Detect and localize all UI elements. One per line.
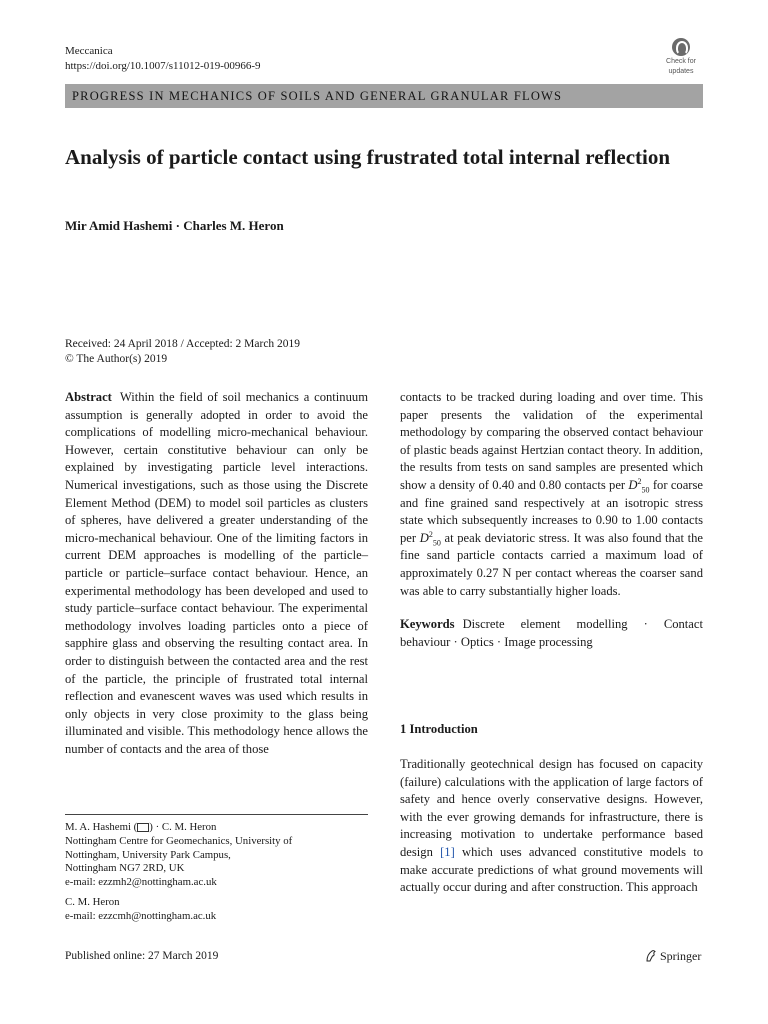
- affiliation-block: [65, 821, 368, 924]
- affiliation-line-2: Nottingham, University Park Campus,: [65, 848, 231, 861]
- d50-symbol: D: [628, 477, 638, 492]
- section-banner: PROGRESS IN MECHANICS OF SOILS AND GENERAL GRANULAR FLOWS: [65, 84, 703, 108]
- introduction-text-1: Traditionally geotechnical design has focused on capacity (failure) calculations with the application of large factors of safety and hence overly conservative designs. However, with the ever growing demands for infrastructure, there is increasing motivation to undertake performance based design: [400, 757, 703, 859]
- abstract-right-column: [400, 389, 703, 651]
- keywords-text: Discrete element modelling · Contact behaviour · Optics · Image processing: [400, 617, 703, 649]
- author-list: Mir Amid Hashemi · Charles M. Heron: [65, 218, 284, 233]
- check-for-updates-badge[interactable]: [660, 38, 702, 78]
- d50-subscript: 50: [641, 485, 650, 495]
- received-accepted-dates: Received: 24 April 2018 / Accepted: 2 March 2019: [65, 338, 301, 350]
- affiliation-authors: M. A. Hashemi ( ) · C. M. Heron: [65, 821, 217, 833]
- abstract-left-column: [65, 389, 368, 758]
- footnote-divider: [65, 814, 368, 815]
- keywords-paragraph: [400, 616, 703, 651]
- abstract-text-right-1: contacts to be tracked during loading and over time. This paper presents the validation of the experimental methodology by comparing the observed contact behaviour of plastic beads against Hertzian contact theory. In addition, the results from tests on sand samples are presented which show a density of 0.40 and 0.80 contacts per: [400, 390, 703, 492]
- corresponding-author-name: M. A. Hashemi: [65, 821, 131, 833]
- publisher-name: Springer: [660, 949, 702, 963]
- copyright-line: © The Author(s) 2019: [65, 353, 168, 365]
- check-updates-label-2: updates: [668, 68, 694, 75]
- coauthor-name: · C. M. Heron: [155, 821, 217, 833]
- published-date: Published online: 27 March 2019: [65, 950, 219, 962]
- journal-name: Meccanica: [65, 45, 113, 57]
- check-updates-label-1: Check for: [666, 58, 696, 65]
- d50-symbol-2: D: [419, 530, 429, 545]
- abstract-text-left: Within the field of soil mechanics a continuum assumption is generally adopted in order to avoid the complications of modelling micro-mechanical behaviour. However, certain constitutive behaviour can only be explained by investigating particle level interactions. Numerical investigations, such as those using the Discrete Element Method (DEM) to model soil particles as clusters of spheres, have delivered a greater understanding of the micro-mechanical behaviour. One of the limiting factors in current DEM approaches is modelling of the particle–particle or particle–surface contact behaviour. Hence, an experimental methodology has been developed and used to study particle–surface contact behaviour. The experimental methodology involves loading particles onto a piece of sapphire glass and observing the resulting contact area. In order to distinguish between the contacted area and the rest of the particle, the principle of frustrated total internal reflection and evanescent waves was used which results in only objects in very close proximity to the glass being illuminated and visible. This methodology hence allows the number of contacts and the area of those: [65, 390, 368, 756]
- affiliation-line-1: Nottingham Centre for Geomechanics, University of: [65, 834, 293, 847]
- d50-superscript: 2: [637, 476, 642, 486]
- d50-superscript-2: 2: [428, 529, 433, 539]
- d50-subscript-2: 50: [432, 538, 441, 548]
- springer-horse-icon: [645, 949, 656, 962]
- dates-block: [65, 337, 300, 367]
- article-title: Analysis of particle contact using frustrated total internal reflection: [65, 145, 671, 169]
- citation-link[interactable]: [1]: [440, 844, 455, 859]
- author-email-1[interactable]: e-mail: ezzmh2@nottingham.ac.uk: [65, 876, 217, 889]
- email-envelope-icon[interactable]: [137, 823, 149, 832]
- publisher-mark: [645, 949, 701, 964]
- journal-header: [65, 44, 261, 74]
- introduction-heading: 1 Introduction: [400, 722, 478, 736]
- introduction-paragraph: [400, 756, 703, 897]
- abstract-heading: Abstract: [65, 390, 112, 404]
- introduction-text-2: which uses advanced constitutive models to make accurate predictions of what ground movements will actually occur during and after construction. This approach: [400, 844, 703, 895]
- keywords-heading: Keywords: [400, 617, 455, 632]
- abstract-text-right-2: for coarse and fine grained sand respectively at an isotropic stress state which subsequently increases to 0.90 to 1.00 contacts per: [400, 477, 703, 545]
- abstract-paragraph: [65, 389, 368, 758]
- abstract-continuation: [400, 389, 703, 600]
- author-email-2[interactable]: e-mail: ezzcmh@nottingham.ac.uk: [65, 909, 217, 922]
- check-updates-icon: [672, 38, 690, 56]
- affiliation-line-3: Nottingham NG7 2RD, UK: [65, 862, 185, 875]
- doi-link[interactable]: https://doi.org/10.1007/s11012-019-00966-9: [65, 60, 261, 72]
- abstract-text-right-3: at peak deviatoric stress. It was also found that the fine sand particle contacts carried a maximum load of approximately 0.27 N per contact whereas the coarser sand was able to carry substantially higher loads.: [400, 530, 703, 598]
- second-author-name: C. M. Heron: [65, 895, 120, 908]
